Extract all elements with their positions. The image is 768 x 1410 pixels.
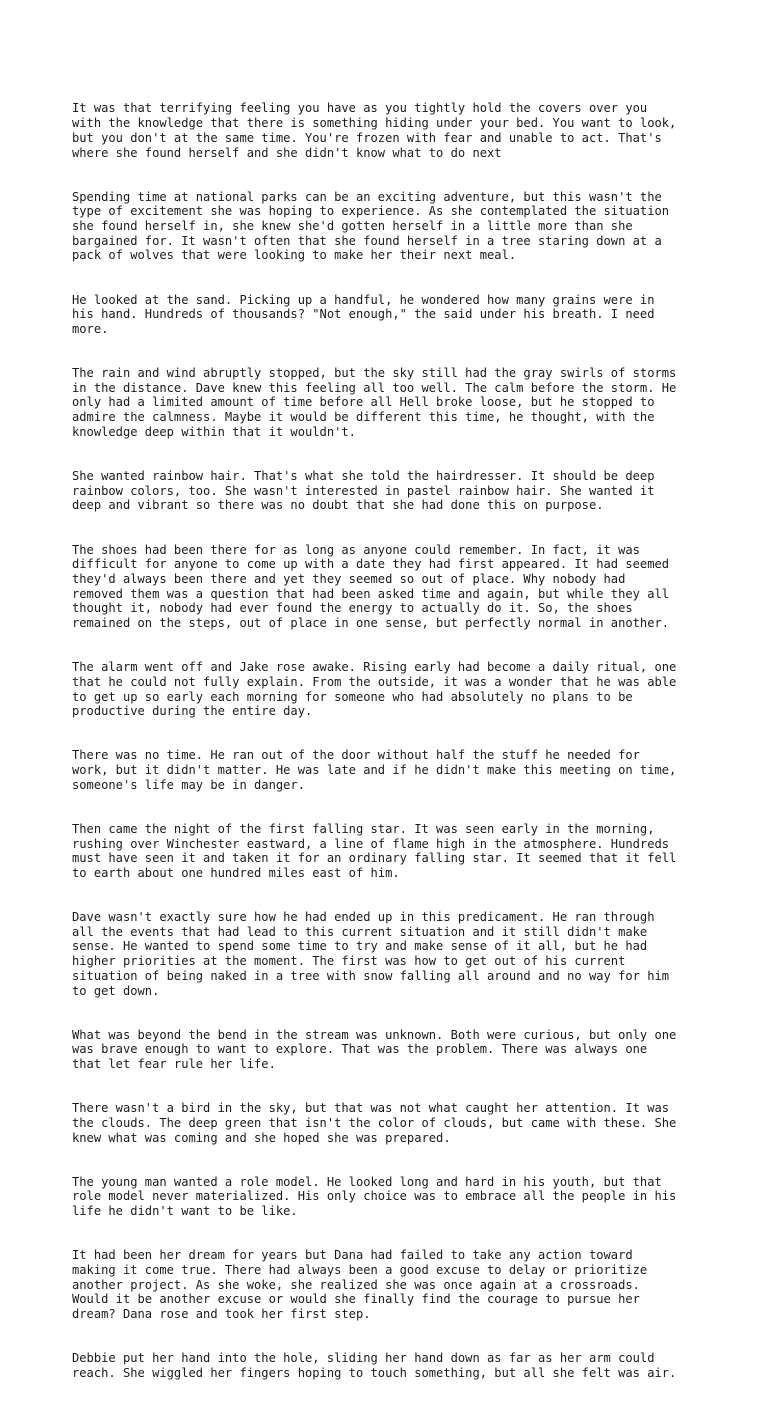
body-text [72,72,712,1410]
paragraph-4: The rain and wind abruptly stopped, but the sky still had the gray swirls of storms in the distance. Dave knew this feeling all too well. The calm before the storm. He only had a limited amount of time before all Hell broke loose, but he stopped to admire the calmness. Maybe it would be different this time, he thought, with the knowledge deep within that it wouldn't. [72,366,677,439]
paragraph-7: The alarm went off and Jake rose awake. Rising early had become a daily ritual, one that he could not fully explain. From the outside, it was a wonder that he was able to get up so early each morning for someone who had absolutely no plans to be productive during the entire day. [72,660,677,719]
paragraph-2: Spending time at national parks can be an exciting adventure, but this wasn't the type of excitement she was hoping to experience. As she contemplated the situation she found herself in, she knew she'd gotten herself in a little more than she bargained for. It wasn't often that she found herself in a tree staring down at a pack of wolves that were looking to make her their next meal. [72,189,670,263]
paragraph-10: Dave wasn't exactly sure how he had ended up in this predicament. He ran through all the events that had lead to this current situation and it still didn't make sense. He wanted to spend some time to try and make sense of it all, but he had higher priorities at the moment. The first was how to get out of his current situation of being naked in a tree with snow falling all around and no way for him to get down. [72,910,670,998]
paragraph-3: He looked at the sand. Picking up a handful, he wondered how many grains were in his hand. Hundreds of thousands? "Not enough," the said under his breath. I need more. [72,292,655,336]
paragraph-15: Debbie put her hand into the hole, sliding her hand down as far as her arm could reach. She wiggled her fingers hoping to touch something, but all she felt was air. [72,1351,677,1380]
paragraph-13: The young man wanted a role model. He looked long and hard in his youth, but that role model never materialized. His only choice was to embrace all the people in his life he didn't want to be like. [72,1174,677,1219]
paragraph-11: What was beyond the bend in the stream was unknown. Both were curious, but only one was brave enough to want to explore. That was the problem. There was always one that let fear rule her life. [72,1027,677,1072]
paragraph-1: It was that terrifying feeling you have as you tightly hold the covers over you with the knowledge that there is something hiding under your bed. You want to look, but you don't at the same time. You're frozen with fear and unable to act. That's where she found herself and she didn't know what to do next [72,101,677,160]
paragraph-12: There wasn't a bird in the sky, but that was not what caught her attention. It was the clouds. The deep green that isn't the color of clouds, but came with these. She knew what was coming and she hoped she was prepared. [72,1101,677,1145]
paragraph-6: The shoes had been there for as long as anyone could remember. In fact, it was difficult for anyone to come up with a date they had first appeared. It had seemed they'd always been there and yet they seemed so out of place. Why nobody had removed them was a question that had been asked time and again, but while they all thought it, nobody had ever found the energy to actually do it. So, the shoes remained on the steps, out of place in one sense, but perfectly normal in another. [72,542,670,631]
paragraph-5: She wanted rainbow hair. That's what she told the hairdresser. It should be deep rainbow colors, too. She wasn't interested in pastel rainbow hair. She wanted it deep and vibrant so there was no doubt that she had done this on purpose. [72,468,655,513]
paragraph-9: Then came the night of the first falling star. It was seen early in the morning, rushing over Winchester eastward, a line of flame high in the atmosphere. Hundreds must have seen it and taken it for an ordinary falling star. It seemed that it fell to earth about one hundred miles east of him. [72,821,677,880]
paragraph-8: There was no time. He ran out of the door without half the stuff he needed for work, but it didn't matter. He was late and if he didn't make this meeting on time, someone's life may be in danger. [72,748,677,792]
paragraph-14: It had been her dream for years but Dana had failed to take any action toward making it come true. There had always been a good excuse to delay or prioritize another project. As she woke, she realized she was once again at a crossroads. Would it be another excuse or would she finally find the courage to pursue her dream? Dana rose and took her first step. [72,1248,648,1322]
